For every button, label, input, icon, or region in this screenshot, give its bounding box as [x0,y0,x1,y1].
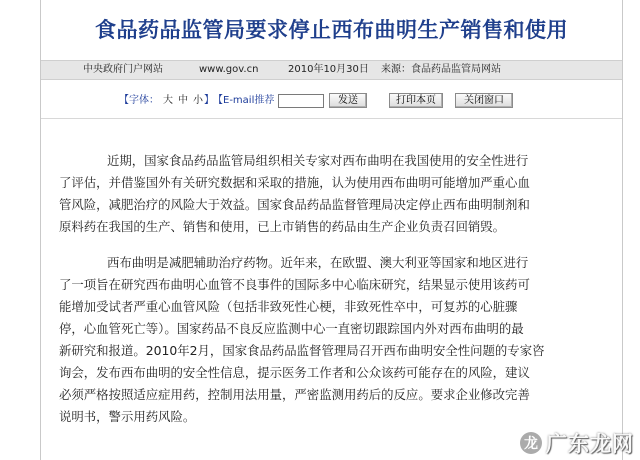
close-window-button[interactable]: 关闭窗口 [455,93,513,108]
font-size-label: 【字体： [119,95,159,106]
email-recommend-label: 【E-mail推荐 [213,95,275,106]
text-line: 询会，发布西布曲明的安全性信息，提示医务工作者和公众该药可能存在的风险，建议 [59,365,530,380]
font-small-link[interactable]: 小 [193,95,203,106]
text-line: 能增加受试者严重心血管风险（包括非致死性心梗，非致死性卒中，可复苏的心脏骤 [59,299,518,314]
email-input[interactable] [278,94,324,108]
text-line: 新研究和报道。2010年2月，国家食品药品监督管理局召开西布曲明安全性问题的专家咨 [59,343,545,358]
dragon-logo-icon: 龙 [520,432,542,454]
text-line: 停，心血管死亡等）。国家药品不良反应监测中心一直密切跟踪国内外对西布曲明的最 [59,321,524,336]
meta-bar [41,60,622,80]
article-frame [40,0,623,460]
font-size-close-bracket: 】 [204,95,214,106]
text-line: 西布曲明是减肥辅助治疗药物。近年来，在欧盟、澳大利亚等国家和地区进行 [107,255,529,270]
meta-source-site: 中央政府门户网站 [83,64,163,75]
meta-origin: 来源：食品药品监管局网站 [381,64,501,75]
text-line: 了一项旨在研究西布曲明心血管不良事件的国际多中心临床研究，结果显示使用该药可 [59,277,530,292]
print-page-button[interactable]: 打印本页 [389,93,443,108]
font-large-link[interactable]: 大 [163,95,173,106]
text-line: 原料药在我国的生产、销售和使用，已上市销售的药品由生产企业负责召回销毁。 [59,219,506,234]
article-body [59,150,608,442]
site-watermark [520,428,634,458]
font-medium-link[interactable]: 中 [178,95,188,106]
text-line: 说明书，警示用药风险。 [59,409,196,424]
article-toolbar [41,90,622,112]
send-button[interactable]: 发送 [329,93,367,108]
meta-url: www.gov.cn [199,64,259,75]
watermark-text: 广东龙网 [546,432,634,456]
paragraph-1 [59,150,608,238]
text-line: 近期，国家食品药品监管局组织相关专家对西布曲明在我国使用的安全性进行 [107,153,529,168]
meta-date: 2010年10月30日 [288,64,369,75]
article-title: 食品药品监管局要求停止西布曲明生产销售和使用 [95,17,568,42]
text-line: 管风险，减肥治疗的风险大于效益。国家食品药品监督管理局决定停止西布曲明制剂和 [59,197,530,212]
text-line: 了评估，并借鉴国外有关研究数据和采取的措施，认为使用西布曲明可能增加严重心血 [59,175,530,190]
text-line: 必须严格按照适应症用药，控制用法用量，严密监测用药后的反应。要求企业修改完善 [59,387,530,402]
header-divider [41,118,622,119]
paragraph-2 [59,252,608,428]
